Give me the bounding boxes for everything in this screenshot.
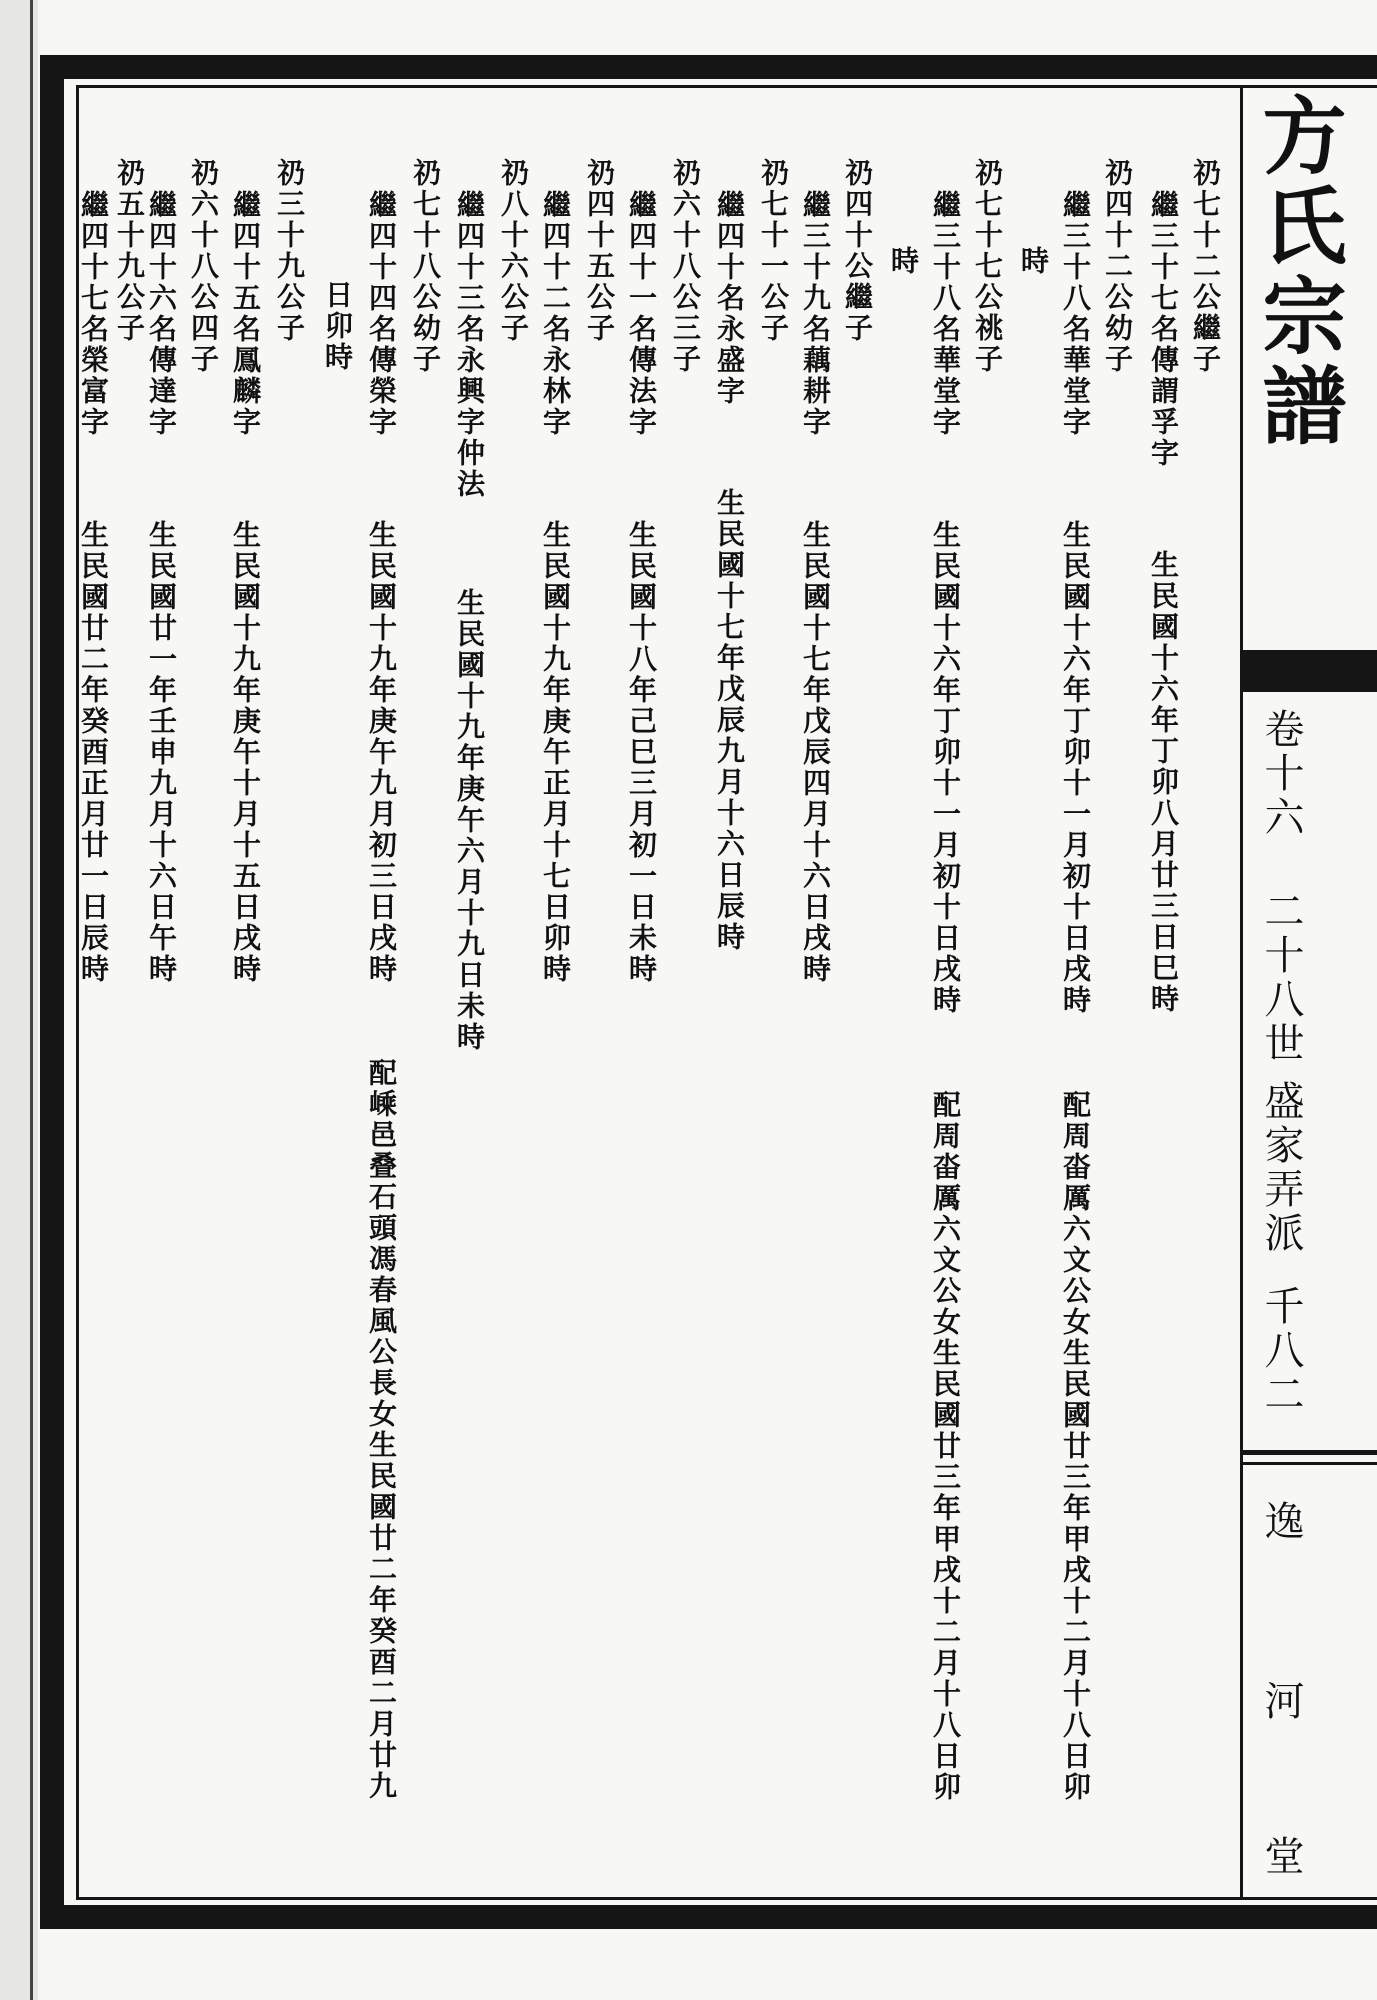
hall-char-1: 逸 — [1258, 1500, 1304, 1540]
hall-char-2: 河 — [1258, 1680, 1304, 1720]
entry-spouse-continuation: 時 — [1017, 246, 1050, 277]
entry-spouse-continuation: 日卯時 — [321, 280, 354, 373]
hall-char-3: 堂 — [1258, 1835, 1304, 1875]
entry-parent-line: 礽六十八公四子 — [187, 158, 220, 375]
fish-tail-bar — [1243, 650, 1377, 692]
frame-left — [40, 55, 64, 1929]
entry-parent-line: 礽五十九公子 — [113, 158, 146, 344]
entry-birth-line: 生民國十九年庚午六月十九日未時 — [453, 588, 486, 1053]
entry-parent-line: 礽六十八公三子 — [669, 158, 702, 375]
entry-birth-line: 生民國十八年己巳三月初一日未時 — [625, 520, 658, 985]
entry-name-line: 繼三十八名華堂字 — [929, 190, 962, 438]
entry-spouse-continuation: 時 — [887, 246, 920, 277]
entry-spouse-line: 配周畓厲六文公女生民國廿三年甲戌十二月十八日卯 — [929, 1090, 962, 1803]
gutter-edge — [30, 0, 33, 2000]
entry-birth-line: 生民國十九年庚午正月十七日卯時 — [539, 520, 572, 985]
entry-name-line: 繼三十八名華堂字 — [1059, 190, 1092, 438]
frame-top — [40, 55, 1377, 79]
entry-name-line: 繼四十名永盛字 — [713, 190, 746, 407]
entry-name-line: 繼四十六名傳達字 — [145, 190, 178, 438]
entry-name-line: 繼三十九名藕耕字 — [799, 190, 832, 438]
entry-name-line: 繼四十二名永林字 — [539, 190, 572, 438]
entry-birth-line: 生民國十九年庚午九月初三日戌時 — [365, 520, 398, 985]
entry-birth-line: 生民國十九年庚午十月十五日戌時 — [229, 520, 262, 985]
entry-parent-line: 礽四十五公子 — [583, 158, 616, 344]
frame-inner-bottom — [76, 1897, 1377, 1900]
fish-tail-line-thin — [1243, 1462, 1377, 1465]
entry-parent-line: 礽三十九公子 — [273, 158, 306, 344]
entry-birth-line: 生民國廿二年癸酉正月廿一日辰時 — [77, 520, 110, 985]
entry-parent-line: 礽七十七公祧子 — [971, 158, 1004, 375]
entry-parent-line: 礽七十一公子 — [757, 158, 790, 344]
entry-spouse-line: 配周畓厲六文公女生民國廿三年甲戌十二月十八日卯 — [1059, 1090, 1092, 1803]
page-number: 千八二 — [1258, 1285, 1304, 1417]
entry-birth-line: 生民國十七年戊辰九月十六日辰時 — [713, 488, 746, 953]
entry-parent-line: 礽四十公繼子 — [841, 158, 874, 344]
generation-label: 二十八世 — [1258, 890, 1304, 1066]
entry-spouse-line: 配嵊邑叠石頭馮春風公長女生民國廿二年癸酉二月廿九 — [365, 1058, 398, 1802]
volume-label: 卷十六 — [1258, 708, 1304, 840]
branch-label: 盛家弄派 — [1258, 1080, 1304, 1256]
entry-name-line: 繼四十三名永興字仲法 — [453, 190, 486, 500]
entry-parent-line: 礽八十六公子 — [497, 158, 530, 344]
frame-inner-top — [76, 85, 1377, 88]
entry-name-line: 繼四十五名鳳麟字 — [229, 190, 262, 438]
entry-birth-line: 生民國十六年丁卯八月廿三日巳時 — [1147, 550, 1180, 1015]
entry-name-line: 繼三十七名傳謂孚字 — [1147, 190, 1180, 469]
frame-bottom — [40, 1905, 1377, 1929]
margin-divider — [1240, 85, 1243, 1900]
entry-birth-line: 生民國廿一年壬申九月十六日午時 — [145, 520, 178, 985]
entry-parent-line: 礽四十二公幼子 — [1101, 158, 1134, 375]
fish-tail-line — [1243, 1450, 1377, 1455]
entry-name-line: 繼四十一名傳法字 — [625, 190, 658, 438]
entry-birth-line: 生民國十七年戊辰四月十六日戌時 — [799, 520, 832, 985]
book-title: 方氏宗譜 — [1249, 92, 1348, 452]
entry-birth-line: 生民國十六年丁卯十一月初十日戌時 — [929, 520, 962, 1016]
entry-name-line: 繼四十四名傳榮字 — [365, 190, 398, 438]
entry-birth-line: 生民國十六年丁卯十一月初十日戌時 — [1059, 520, 1092, 1016]
entry-name-line: 繼四十七名榮富字 — [77, 190, 110, 438]
entry-parent-line: 礽七十八公幼子 — [409, 158, 442, 375]
entry-parent-line: 礽七十二公繼子 — [1189, 158, 1222, 375]
